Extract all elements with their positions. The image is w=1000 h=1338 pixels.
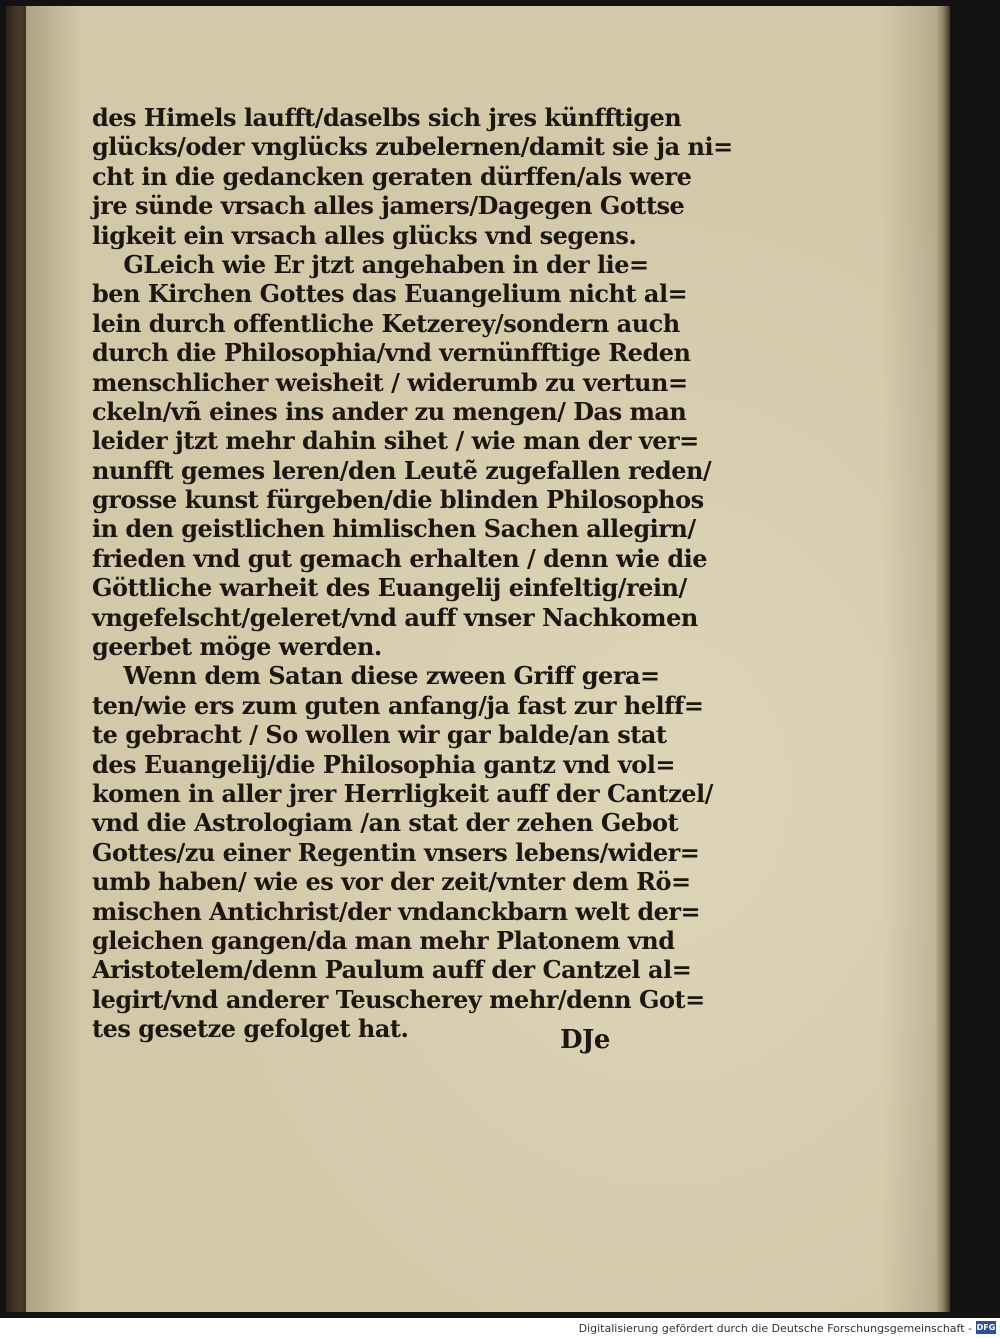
text-line: gleichen gangen/da man mehr Platonem vnd (92, 925, 675, 955)
text-line: te gebracht / So wollen wir gar balde/an stat (92, 720, 667, 750)
text-line: ten/wie ers zum guten anfang/ja fast zur helff= (92, 690, 704, 720)
text-line: grosse kunst fürgeben/die blinden Philosophos (92, 485, 704, 515)
text-line: durch die Philosophia/vnd vernünfftige Reden (92, 338, 691, 368)
text-line: frieden vnd gut gemach erhalten / denn wie die (92, 543, 708, 573)
text-line: in den geistlichen himlischen Sachen allegirn/ (92, 514, 696, 544)
text-line: GLeich wie Er jtzt angehaben in der lie= (92, 249, 649, 279)
text-line: ckeln/vñ eines ins ander zu mengen/ Das man (92, 396, 687, 426)
text-line: Göttliche warheit des Euangelij einfeltig/rein/ (92, 573, 687, 603)
funding-credit: Digitalisierung gefördert durch die Deutsche Forschungsgemeinschaft - (578, 1322, 972, 1335)
dfg-logo: DFG (976, 1323, 996, 1332)
text-line: tes gesetze gefolget hat. (92, 1014, 409, 1044)
text-line: menschlicher weisheit / widerumb zu vertun= (92, 367, 688, 397)
text-line: nunfft gemes leren/den Leutẽ zugefallen reden/ (92, 455, 712, 485)
text-line: jre sünde vrsach alles jamers/Dagegen Gottse (92, 191, 685, 221)
body-text (92, 103, 733, 1044)
text-line: legirt/vnd anderer Teuscherey mehr/denn Got= (92, 984, 705, 1014)
text-line: leider jtzt mehr dahin sihet / wie man der ver= (92, 426, 699, 456)
catchword: DJe (560, 1025, 610, 1055)
text-line: Gottes/zu einer Regentin vnsers lebens/wider= (92, 837, 700, 867)
book-spine-edge (6, 6, 28, 1312)
text-line: mischen Antichrist/der vndanckbarn welt der= (92, 896, 701, 926)
text-line: des Euangelij/die Philosophia gantz vnd vol= (92, 749, 675, 779)
text-line: ben Kirchen Gottes das Euangelium nicht al= (92, 279, 688, 309)
text-line: lein durch offentliche Ketzerey/sondern auch (92, 308, 680, 338)
text-line: vnd die Astrologiam /an stat der zehen Gebot (92, 808, 679, 838)
page-edge (936, 6, 950, 1312)
text-line: glücks/oder vnglücks zubelernen/damit sie ja ni= (92, 132, 733, 162)
text-line: geerbet möge werden. (92, 632, 382, 662)
text-line: ligkeit ein vrsach alles glücks vnd segens. (92, 220, 637, 250)
text-line: des Himels laufft/daselbs sich jres künfftigen (92, 103, 682, 132)
text-line: cht in die gedancken geraten dürffen/als were (92, 161, 692, 191)
text-line: umb haben/ wie es vor der zeit/vnter dem Rö= (92, 867, 691, 897)
text-line: vngefelscht/geleret/vnd auff vnser Nachkomen (92, 602, 698, 632)
text-line: komen in aller jrer Herrligkeit auff der Cantzel/ (92, 778, 713, 808)
text-line: Wenn dem Satan diese zween Griff gera= (92, 661, 660, 691)
text-line: Aristotelem/denn Paulum auff der Cantzel al= (92, 955, 692, 985)
